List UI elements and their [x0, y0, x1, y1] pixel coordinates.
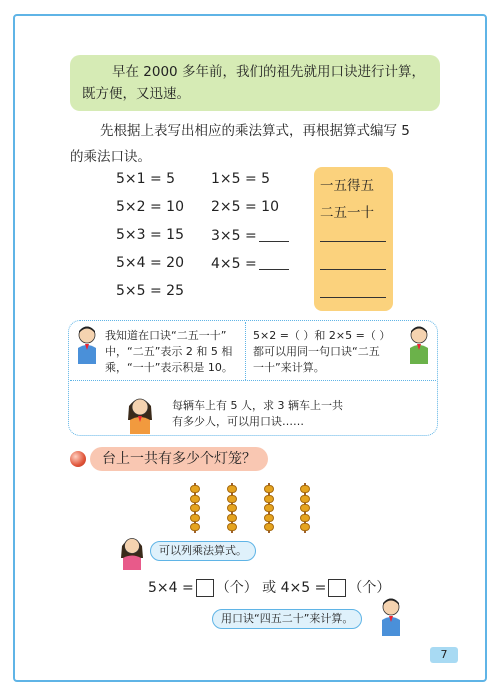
equation-right-1: 1×5 = 5 — [211, 171, 271, 187]
girl-illustration — [126, 396, 154, 434]
instruction-line-1: 先根据上表写出相应的乘法算式，再根据算式编写 5 — [100, 123, 410, 139]
instruction-line-2: 的乘法口诀。 — [70, 149, 151, 165]
equation-right-2: 2×5 = 10 — [211, 199, 279, 215]
lantern-icon — [227, 504, 237, 512]
talk-left-line-2: 中，“二五”表示 2 和 5 相 — [105, 345, 233, 358]
question-title: 台上一共有多少个灯笼？ — [90, 447, 268, 471]
lantern-icon — [300, 504, 310, 512]
lantern-icon — [227, 495, 237, 503]
ball-icon — [70, 451, 86, 467]
lantern-column — [227, 483, 237, 533]
koujue-blank-4[interactable] — [320, 269, 386, 270]
lantern-column — [264, 483, 274, 533]
talk-bottom-line-1: 每辆车上有 5 人，求 3 辆车上一共 — [172, 399, 343, 412]
talk-right-line-1: 5×2 =（ ）和 2×5 =（ ） — [253, 329, 391, 342]
boy-illustration — [74, 326, 100, 364]
lantern-icon — [264, 523, 274, 531]
lantern-column — [190, 483, 200, 533]
talk-right-line-2: 都可以用同一句口诀“二五 — [253, 345, 380, 358]
koujue-1: 一五得五 — [320, 178, 374, 194]
equation-right-3: 3×5 = — [211, 227, 289, 244]
answer-box[interactable] — [196, 579, 214, 597]
answer-box[interactable] — [328, 579, 346, 597]
lantern-icon — [300, 523, 310, 531]
equation-right-4: 4×5 = — [211, 255, 289, 272]
lantern-icon — [264, 495, 274, 503]
koujue-box — [314, 167, 393, 311]
equation-lanterns: 5×4 = （个） 或 4×5 = （个） — [148, 580, 391, 596]
page-number: 7 — [430, 647, 458, 663]
equation-left-3: 5×3 = 15 — [116, 227, 184, 243]
panel-divider — [245, 322, 246, 380]
equation-left-2: 5×2 = 10 — [116, 199, 184, 215]
lantern-column — [300, 483, 310, 533]
answer-blank[interactable] — [259, 255, 289, 270]
lantern-icon — [300, 514, 310, 522]
equation-left-1: 5×1 = 5 — [116, 171, 176, 187]
koujue-2: 二五一十 — [320, 205, 374, 221]
lantern-icon — [190, 495, 200, 503]
lantern-icon — [227, 485, 237, 493]
lantern-icon — [300, 495, 310, 503]
boy-illustration — [378, 598, 404, 636]
instruction-text — [70, 118, 450, 170]
lantern-icon — [264, 514, 274, 522]
lantern-icon — [190, 485, 200, 493]
lantern-icon — [300, 485, 310, 493]
equation-left-4: 5×4 = 20 — [116, 255, 184, 271]
lantern-icon — [227, 523, 237, 531]
talk-right-line-3: 一十”来计算。 — [253, 361, 325, 374]
talk-left-line-1: 我知道在口诀“二五一十” — [105, 329, 227, 342]
lantern-icon — [264, 485, 274, 493]
intro-line-2: 既方便，又迅速。 — [82, 86, 190, 102]
intro-line-1: 早在 2000 多年前，我们的祖先就用口诀进行计算， — [112, 64, 425, 80]
intro-box — [70, 55, 440, 111]
lantern-icon — [190, 523, 200, 531]
equation-left-5: 5×5 = 25 — [116, 283, 184, 299]
lantern-icon — [264, 504, 274, 512]
speech-bubble: 可以列乘法算式。 — [150, 541, 256, 561]
lantern-icon — [190, 504, 200, 512]
speech-bubble: 用口诀“四五二十”来计算。 — [212, 609, 362, 629]
lantern-icon — [227, 514, 237, 522]
koujue-blank-3[interactable] — [320, 241, 386, 242]
koujue-blank-5[interactable] — [320, 297, 386, 298]
talk-bottom-line-2: 有多少人，可以用口诀…… — [172, 415, 304, 428]
boy-illustration — [406, 326, 432, 364]
lantern-icon — [190, 514, 200, 522]
answer-blank[interactable] — [259, 227, 289, 242]
panel-divider — [70, 380, 436, 381]
talk-left-line-3: 乘，“一十”表示积是 10。 — [105, 361, 233, 374]
girl-illustration — [119, 536, 145, 570]
